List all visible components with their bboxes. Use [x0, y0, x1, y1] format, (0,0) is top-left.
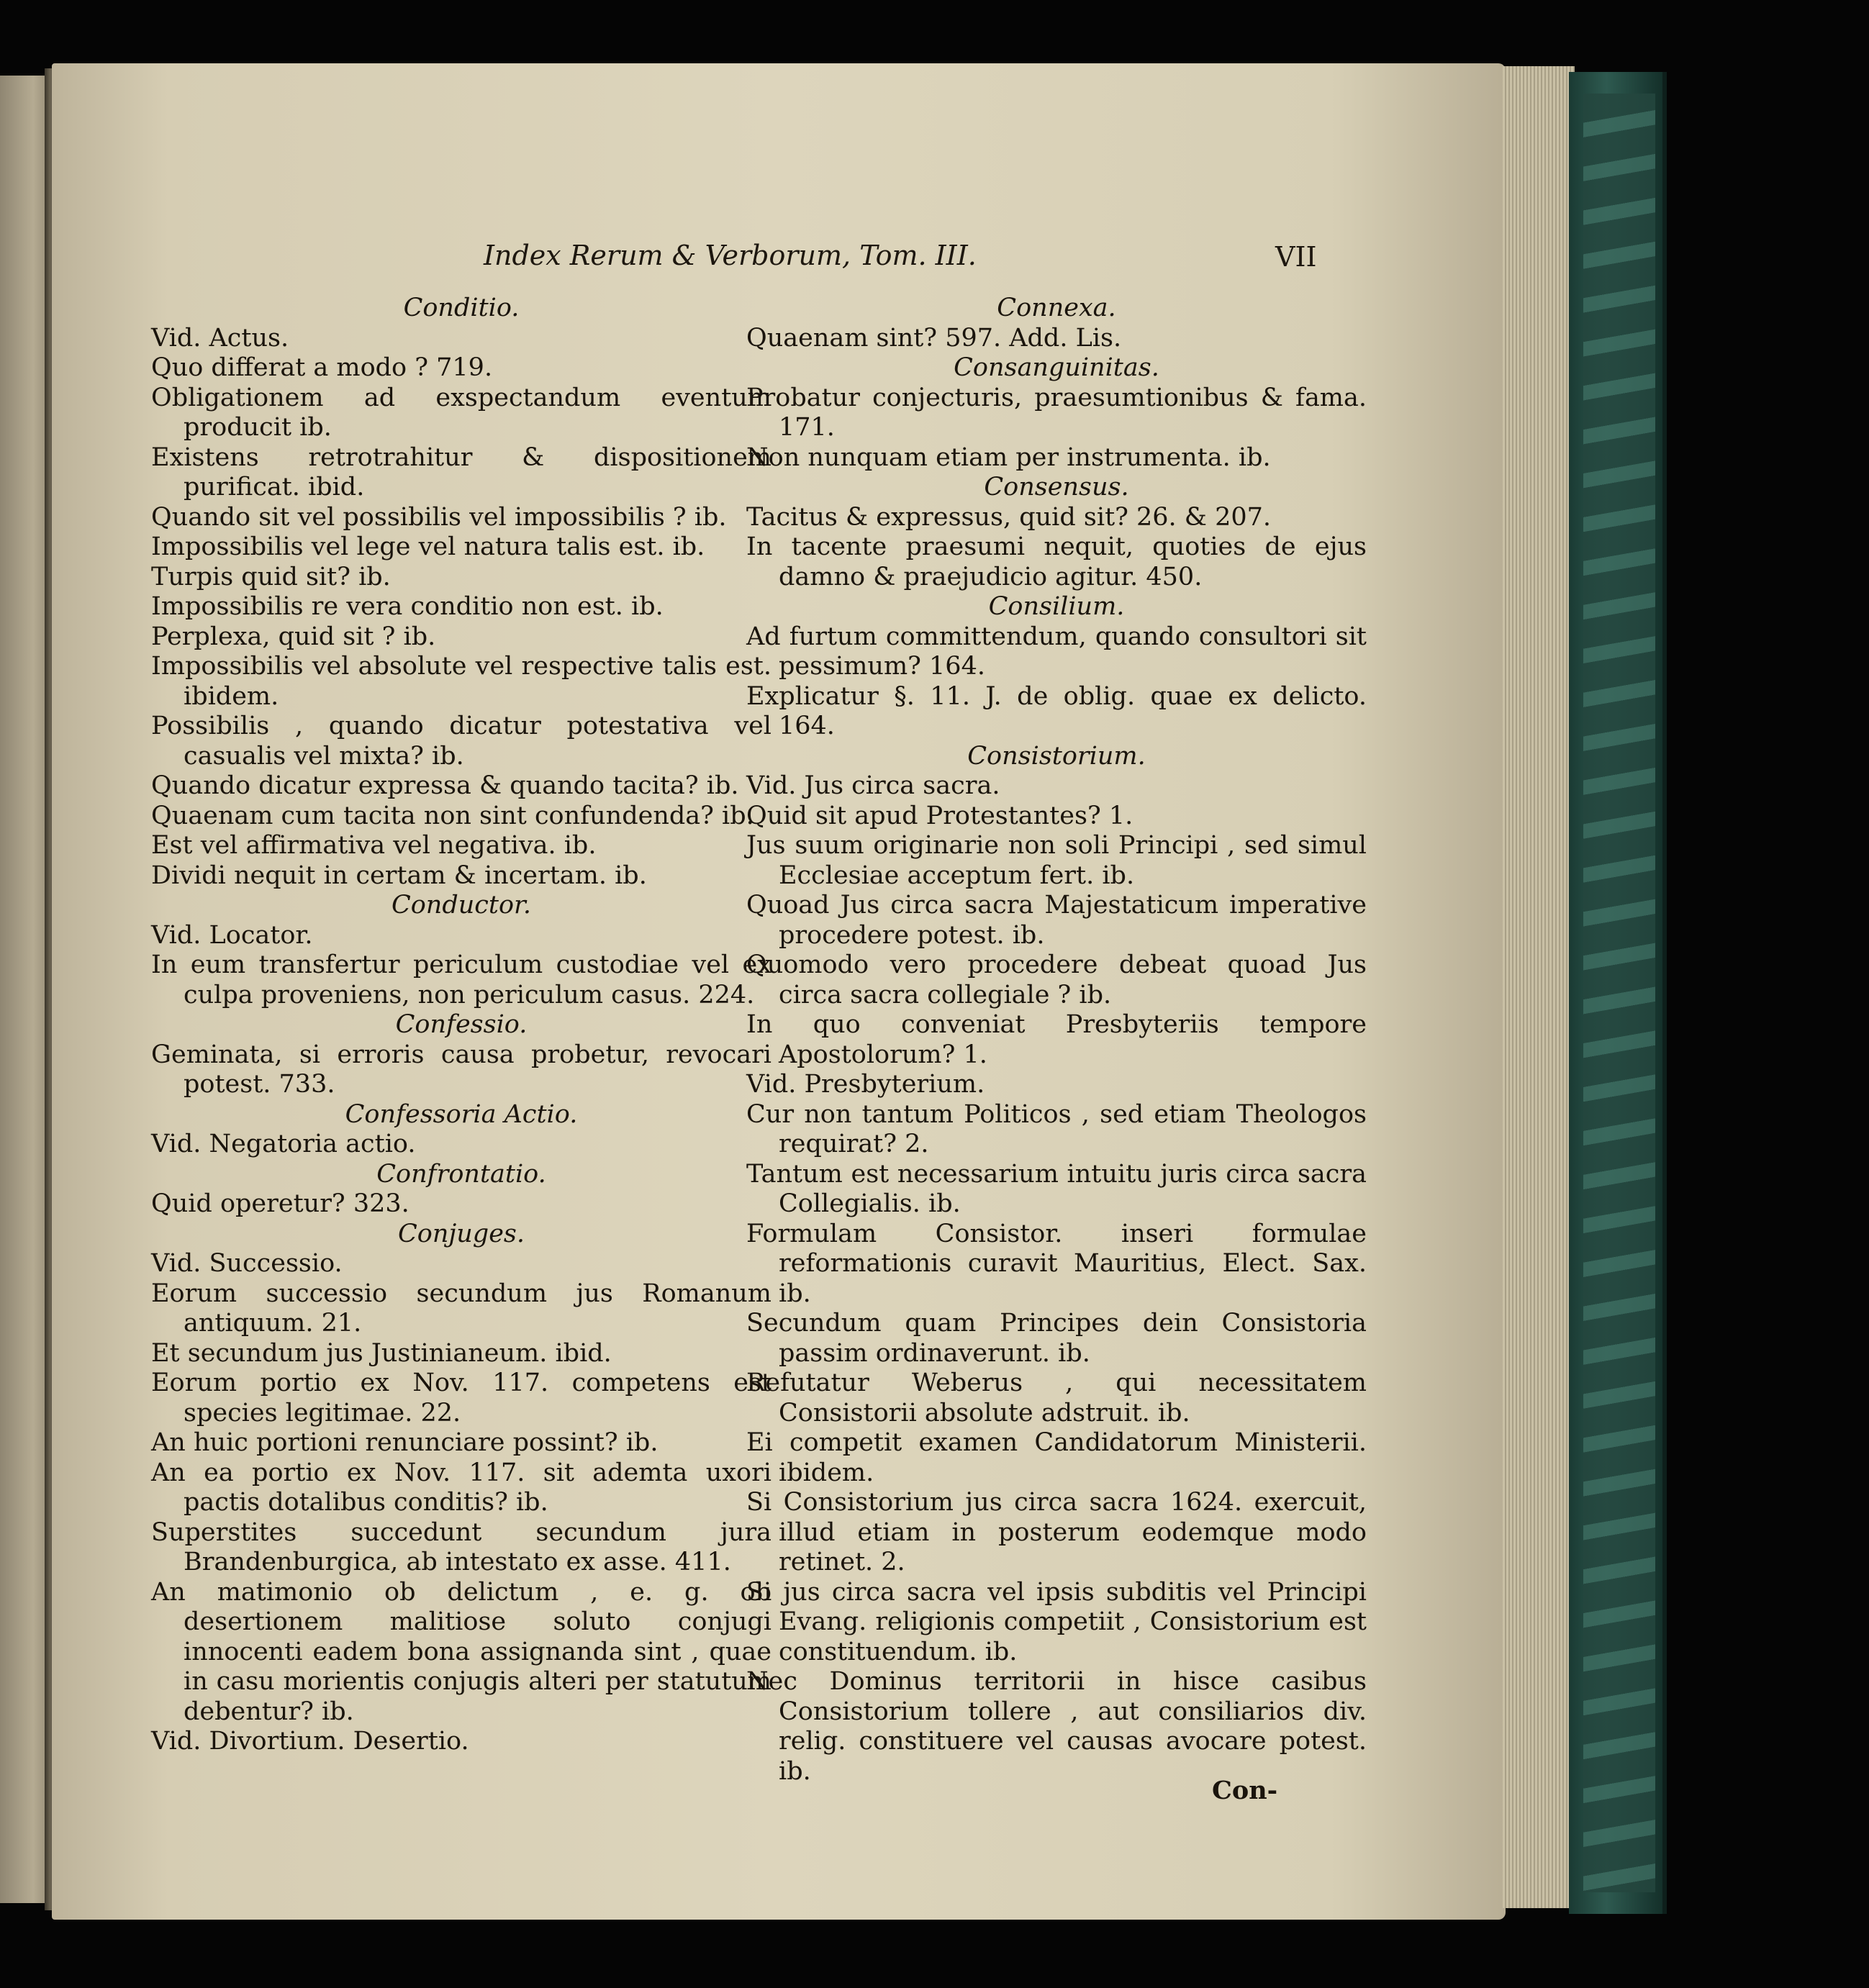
index-entry: Existens retrotrahitur & dispositionem purificat. ibid.	[151, 442, 771, 501]
index-heading: Conductor.	[391, 891, 532, 920]
book-page	[52, 63, 1506, 1920]
index-entry: Ad furtum committendum, quando consultori sit pessimum? 164.	[746, 622, 1367, 681]
page-number: VII	[1275, 241, 1317, 273]
index-heading: Consensus.	[984, 473, 1129, 501]
index-entry: Si jus circa sacra vel ipsis subditis vel Principi Evang. religionis competiit , Consistorium est constituendum. ib.	[746, 1577, 1367, 1666]
index-heading: Consanguinitas.	[954, 353, 1159, 382]
index-entry: Tacitus & expressus, quid sit? 26. & 207.	[746, 502, 1272, 532]
running-header	[52, 240, 1506, 276]
index-entry: In eum transfertur periculum custodiae vel ex culpa proveniens, non periculum casus. 224.	[151, 950, 771, 1009]
index-entry: Et secundum jus Justinianeum. ibid.	[151, 1338, 612, 1368]
index-entry: Quaenam cum tacita non sint confundenda? ib.	[151, 801, 754, 830]
index-entry: Perplexa, quid sit ? ib.	[151, 622, 436, 651]
index-heading: Consistorium.	[967, 741, 1146, 771]
index-entry: An huic portioni renunciare possint? ib.	[151, 1428, 659, 1457]
index-entry: An ea portio ex Nov. 117. sit ademta uxori pactis dotalibus conditis? ib.	[151, 1458, 771, 1517]
page-edges	[1503, 66, 1575, 1908]
index-column-left	[151, 294, 771, 1757]
index-entry: Eorum successio secundum jus Romanum antiquum. 21.	[151, 1279, 771, 1338]
index-entry: Quoad Jus circa sacra Majestaticum imperative procedere potest. ib.	[746, 891, 1367, 950]
index-entry: Est vel affirmativa vel negativa. ib.	[151, 831, 597, 860]
index-entry: Impossibilis vel lege vel natura talis est. ib.	[151, 532, 705, 561]
index-entry: Quaenam sint? 597. Add. Lis.	[746, 323, 1122, 353]
index-entry: Vid. Locator.	[151, 920, 313, 950]
index-entry: Explicatur §. 11. J. de oblig. quae ex delicto. 164.	[746, 681, 1367, 740]
index-entry: Ei competit examen Candidatorum Ministerii. ibidem.	[746, 1428, 1367, 1487]
book-cover	[1569, 72, 1667, 1914]
index-entry: Refutatur Weberus , qui necessitatem Consistorii absolute adstruit. ib.	[746, 1369, 1367, 1428]
header-title: Index Rerum & Verborum, Tom. III.	[484, 240, 977, 271]
index-entry: Quomodo vero procedere debeat quoad Jus circa sacra collegiale ? ib.	[746, 950, 1367, 1009]
index-entry: Formulam Consistor. inseri formulae reformationis curavit Mauritius, Elect. Sax. ib.	[746, 1219, 1367, 1308]
index-entry: Eorum portio ex Nov. 117. competens est species legitimae. 22.	[151, 1369, 771, 1428]
index-entry: In quo conveniat Presbyteriis tempore Apostolorum? 1.	[746, 1010, 1367, 1069]
index-entry: Dividi nequit in certam & incertam. ib.	[151, 861, 647, 890]
index-entry: Probatur conjecturis, praesumtionibus & fama. 171.	[746, 383, 1367, 442]
index-entry: Vid. Actus.	[151, 323, 289, 353]
index-entry: Turpis quid sit? ib.	[151, 562, 391, 591]
index-entry: Vid. Divortium. Desertio.	[151, 1727, 469, 1756]
index-entry: Vid. Jus circa sacra.	[746, 771, 1000, 800]
index-entry: Geminata, si erroris causa probetur, revocari potest. 733.	[151, 1040, 771, 1099]
index-entry: Jus suum originarie non soli Principi , sed simul Ecclesiae acceptum fert. ib.	[746, 831, 1367, 890]
index-heading: Confessoria Actio.	[345, 1099, 578, 1129]
index-entry: Quid sit apud Protestantes? 1.	[746, 801, 1133, 830]
index-heading: Conditio.	[403, 294, 520, 322]
index-entry: An matimonio ob delictum , e. g. ob desertionem malitiose soluto conjugi innocenti eadem bona assignanda sint , quae in casu morientis conjugis alteri per statutum debentur? ib.	[151, 1577, 771, 1726]
index-heading: Confessio.	[395, 1010, 528, 1039]
index-entry: Nec Dominus territorii in hisce casibus Consistorium tollere , aut consiliarios div. relig. constituere vel causas avocare potest. ib.	[746, 1667, 1367, 1786]
index-entry: Obligationem ad exspectandum eventum producit ib.	[151, 383, 771, 442]
index-entry: In tacente praesumi nequit, quoties de ejus damno & praejudicio agitur. 450.	[746, 532, 1367, 591]
cover-marbling	[1583, 94, 1655, 1892]
index-entry: Vid. Negatoria actio.	[151, 1130, 416, 1158]
index-entry: Possibilis , quando dicatur potestativa vel casualis vel mixta? ib.	[151, 712, 771, 771]
left-page-edge	[0, 76, 47, 1903]
index-entry: Impossibilis re vera conditio non est. ib.	[151, 592, 664, 621]
index-entry: Si Consistorium jus circa sacra 1624. exercuit, illud etiam in posterum eodemque modo retinet. 2.	[746, 1488, 1367, 1576]
index-heading: Consilium.	[988, 592, 1125, 621]
index-column-right	[746, 294, 1367, 1787]
index-entry: Quando dicatur expressa & quando tacita? ib.	[151, 771, 739, 800]
index-entry: Vid. Presbyterium.	[746, 1070, 985, 1099]
index-entry: Quando sit vel possibilis vel impossibilis ? ib.	[151, 502, 727, 532]
index-heading: Confrontatio.	[376, 1159, 546, 1189]
catchword: Con-	[1212, 1776, 1278, 1805]
index-heading: Connexa.	[997, 294, 1116, 322]
index-entry: Secundum quam Principes dein Consistoria passim ordinaverunt. ib.	[746, 1309, 1367, 1368]
index-entry: Impossibilis vel absolute vel respective talis est. ibidem.	[151, 652, 771, 711]
index-entry: Vid. Successio.	[151, 1249, 343, 1278]
index-entry: Quid operetur? 323.	[151, 1189, 409, 1218]
index-entry: Non nunquam etiam per instrumenta. ib.	[746, 442, 1271, 472]
index-heading: Conjuges.	[398, 1219, 525, 1248]
index-entry: Tantum est necessarium intuitu juris circa sacra Collegialis. ib.	[746, 1159, 1367, 1218]
index-entry: Quo differat a modo ? 719.	[151, 353, 493, 382]
index-entry: Superstites succedunt secundum jura Brandenburgica, ab intestato ex asse. 411.	[151, 1517, 771, 1576]
index-entry: Cur non tantum Politicos , sed etiam Theologos requirat? 2.	[746, 1099, 1367, 1158]
